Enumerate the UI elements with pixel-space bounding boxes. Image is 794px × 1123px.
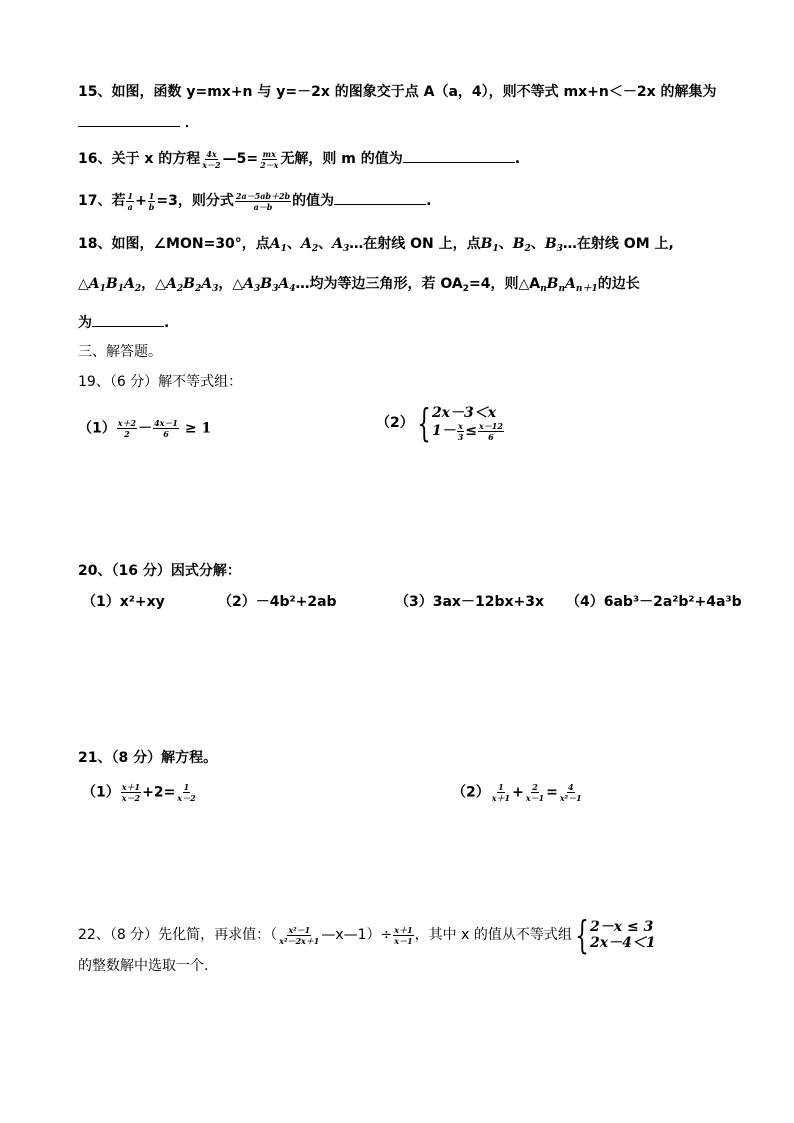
q17-tail: . [426,193,432,209]
q19-title: 19、（6 分）解不等式组： [78,374,243,390]
q19-p2-system: { 2x－3＜x 1－ $\frac{x}{3}$ ≤ $\frac{x-12}{6}$ [417,401,503,445]
q15-tail: ． [184,115,199,131]
q15-text: 15、如图，函数 y=mx+n 与 y=－2x 的图象交于点 A（a，4），则不等式 mx+n＜－2x 的解集为 [78,84,717,100]
q15-line1 [78,82,717,102]
section-3-heading: 三、解答题。 [78,344,162,360]
q17-line: 17、若 $\frac{1}{a}$ + $\frac{1}{b}$ =3，则分式 $\frac{2a-5ab+2b}{a-b}$ 的值为 . [78,190,432,212]
q19-part2: （2） { 2x－3＜x 1－ $\frac{x}{3}$ ≤ $\frac{x-12}{6}$ [376,401,503,445]
q22-line1: 22、（8 分）先化简，再求值：（ $\frac{\text{x²－1}}{\text{x²－2x＋1}}$ —x—1）÷ $\frac{x+1}{x-1}$ ，其中 x 的值从不等式组 { 2－x ≤ 3 2x－4＜1 [78,913,656,957]
q18-triangles: $\triangle A_1B_1A_2$，$\triangle A_2B_2A_3$，$\triangle A_3B_3A_4$ [78,276,296,294]
q21-title: 21、（8 分）解方程。 [78,750,218,766]
q17-fraction-a: $\frac{1}{a}$ [127,190,134,212]
q20-item-3: （3）3ax－12bx+3x [395,594,544,610]
q22-system: { 2－x ≤ 3 2x－4＜1 [575,913,656,957]
q15-answer-blank[interactable] [78,112,180,127]
q20-title: 20、（16 分）因式分解： [78,563,241,579]
q20-item-2: （2）－4b²+2ab [218,594,337,610]
q18-line1: 18、如图，∠MON=30°，点$A_1$、$A_2$、$A_3\dots$在射线 ON 上，点$B_1$、$B_2$、$B_3\dots$在射线 OM 上, [78,236,674,254]
q16-tail: . [514,151,521,167]
q18-line2: $\triangle A_1B_1A_2$，$\triangle A_2B_2A_3$，$\triangle A_3B_3A_4\dots$均为等边三角形，若 $OA_2=4$，则$\triangle A_nB_nA_{n+1}$的边长 [78,276,640,294]
q16-answer-blank[interactable] [403,148,515,163]
q17-suffix: 的值为 [292,193,335,209]
q16-line [78,148,520,170]
q21-part2: （2） $\frac{1}{x+1}$ + $\frac{2}{x-1}$ = $\frac{4}{\text{x²－1}}$ [452,782,582,803]
q17-fraction-b: $\frac{1}{b}$ [148,190,155,212]
brace-icon: { [417,401,431,445]
q19-p1-fraction-2: $\frac{4x-1}{6}$ [154,418,178,439]
q15-line2 [78,112,199,133]
q16-fraction-1: $\frac{4x}{x-2}$ [202,148,221,170]
q18-answer-blank[interactable] [92,312,164,327]
brace-icon: { [575,913,589,957]
q17-mid: =3，则分式 [156,193,234,209]
q21-part1: （1） $\frac{x+1}{x-2}$ +2= $\frac{1}{x-2}$ [82,782,196,803]
q16-fraction-2: $\frac{mx}{2-x}$ [260,148,279,170]
q17-answer-blank[interactable] [334,190,426,205]
q18-line3: 为 . [78,312,169,333]
q17-fraction-main: $\frac{2a-5ab+2b}{a-b}$ [235,190,291,212]
q19-part1: （1） $\frac{x+2}{2}$ － $\frac{4x-1}{6}$ ≥ 1 [78,418,212,439]
q20-item-4: （4）6ab³－2a²b²+4a³b [566,594,742,610]
q20-item-1: （1）x²+xy [82,594,165,610]
q17-prefix: 17、若 [78,193,126,209]
q16-prefix: 16、关于 x 的方程 [78,151,201,167]
q16-mid: —5= [222,151,259,167]
q16-suffix: 无解，则 m 的值为 [280,151,403,167]
q19-p1-fraction-1: $\frac{x+2}{2}$ [117,418,137,439]
q22-line2: 的整数解中选取一个. [78,958,209,974]
